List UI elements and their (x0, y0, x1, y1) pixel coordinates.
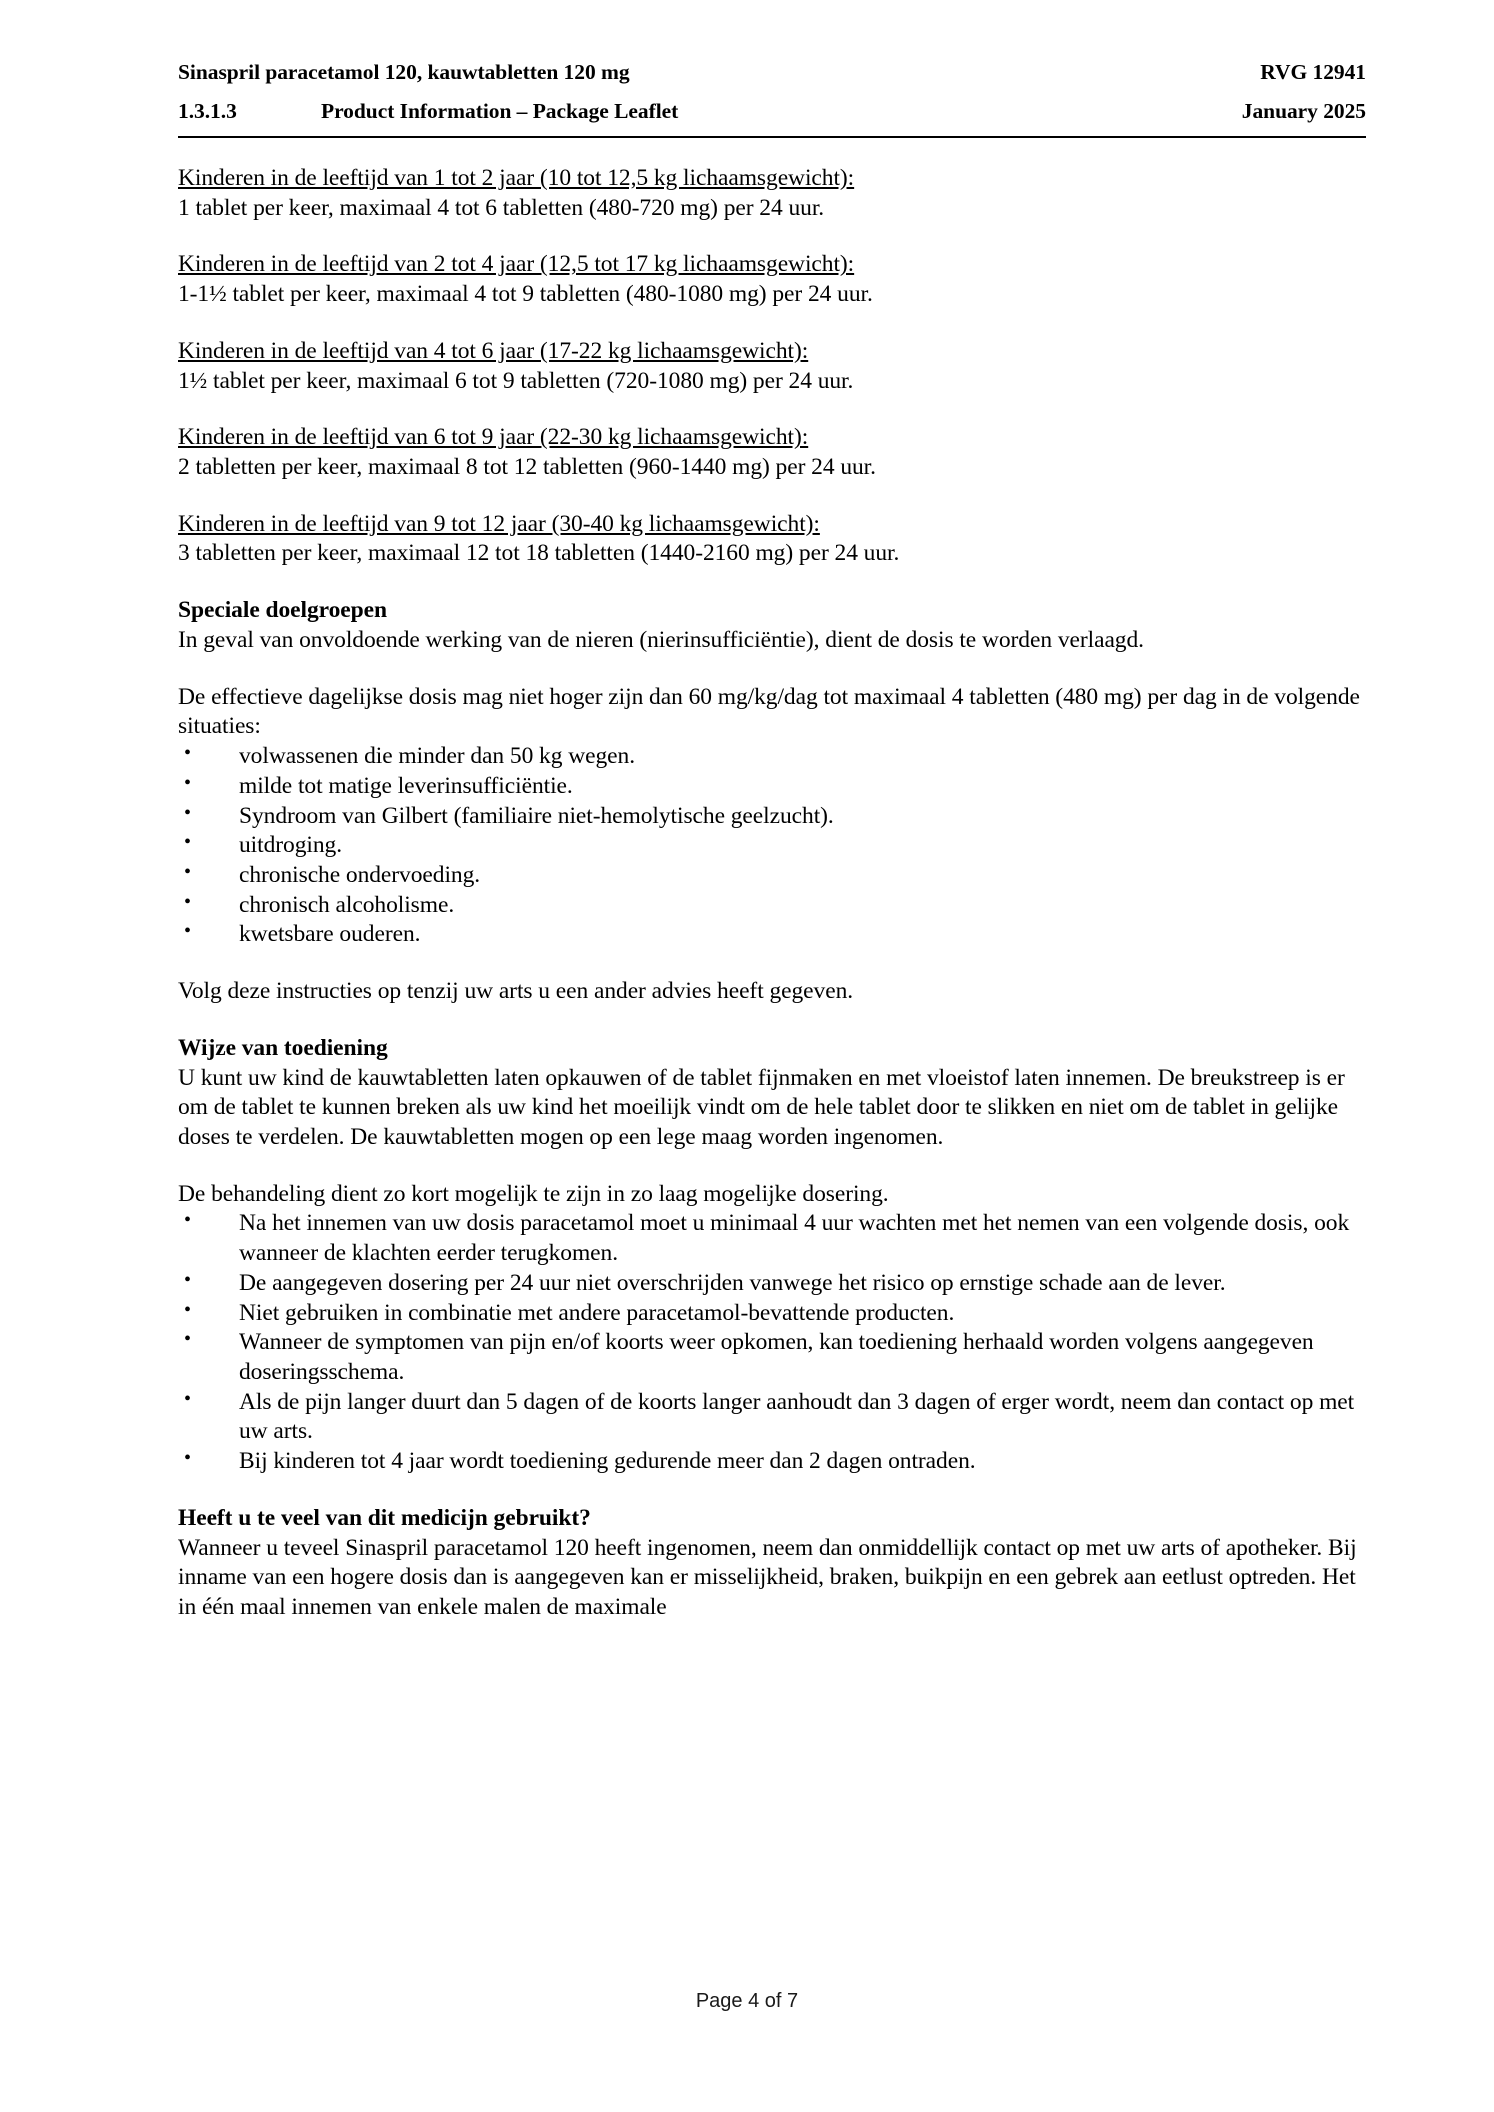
special-groups-paragraph: In geval van onvoldoende werking van de nieren (nierinsufficiëntie), dient de dosis te worden verlaagd. (178, 626, 1144, 653)
list-item: • Bij kinderen tot 4 jaar wordt toediening gedurende meer dan 2 dagen ontraden. (178, 1447, 1366, 1477)
spacer (178, 483, 1366, 510)
special-groups-intro: De effectieve dagelijkse dosis mag niet hoger zijn dan 60 mg/kg/dag tot maximaal 4 tabletten (480 mg) per dag in de volgende situaties: (178, 683, 1360, 740)
registration-number: RVG 12941 (1260, 60, 1366, 84)
section-code: 1.3.1.3 (178, 98, 237, 123)
list-item: • Na het innemen van uw dosis paracetamol moet u minimaal 4 uur wachten met het nemen van een volgende dosis, ook wanneer de klachten eerder terugkomen. (178, 1209, 1366, 1268)
special-groups-closing: Volg deze instructies op tenzij uw arts u een ander advies heeft gegeven. (178, 978, 854, 1005)
spacer (178, 569, 1366, 596)
spacer (178, 1007, 1366, 1034)
page-footer (0, 1990, 1494, 2013)
administration-list (178, 1209, 1366, 1476)
dosing-group (178, 250, 1366, 309)
spacer (178, 223, 1366, 250)
administration-section (178, 1034, 1366, 1153)
page-number-label: Page 4 of 7 (695, 1990, 799, 2012)
dosing-group-heading: Kinderen in de leeftijd van 2 tot 4 jaar (12,5 tot 17 kg lichaamsgewicht): (178, 251, 855, 278)
product-title: Sinaspril paracetamol 120, kauwtabletten 120 mg (178, 60, 630, 84)
document-date: January 2025 (1241, 98, 1366, 123)
special-groups-list (178, 742, 1366, 950)
administration-paragraph: U kunt uw kind de kauwtabletten laten opkauwen of de tablet fijnmaken en met vloeistof laten innemen. De breukstreep is er om de tablet te kunnen breken als uw kind het moeilijk vindt om de hele tablet door te slikken en niet om de tablet in gelijke doses te verdelen. De kauwtabletten mogen op een lege maag worden ingenomen. (178, 1064, 1345, 1150)
administration-heading: Wijze van toediening (178, 1034, 388, 1061)
list-item: • milde tot matige leverinsufficiëntie. (178, 772, 1366, 802)
dosing-group (178, 423, 1366, 482)
spacer (178, 656, 1366, 683)
dosing-group (178, 510, 1366, 569)
header-row-section (178, 98, 1366, 123)
administration-intro: De behandeling dient zo kort mogelijk te zijn in zo laag mogelijke dosering. (178, 1180, 889, 1207)
dosing-group-heading: Kinderen in de leeftijd van 4 tot 6 jaar (17-22 kg lichaamsgewicht): (178, 337, 809, 364)
dosing-group (178, 337, 1366, 396)
header-row-product (178, 62, 1366, 84)
special-groups-heading: Speciale doelgroepen (178, 597, 387, 624)
list-item: • Niet gebruiken in combinatie met andere paracetamol-bevattende producten. (178, 1299, 1366, 1329)
special-groups-section (178, 596, 1366, 655)
overdose-heading: Heeft u te veel van dit medicijn gebruikt? (178, 1504, 591, 1531)
dosing-group-dose: 2 tabletten per keer, maximaal 8 tot 12 tabletten (960-1440 mg) per 24 uur. (178, 454, 876, 481)
special-groups-list-block (178, 683, 1366, 950)
dosing-group-heading: Kinderen in de leeftijd van 1 tot 2 jaar (10 tot 12,5 kg lichaamsgewicht): (178, 165, 855, 191)
administration-list-block (178, 1180, 1366, 1477)
dosing-group-dose: 3 tabletten per keer, maximaal 12 tot 18 tabletten (1440-2160 mg) per 24 uur. (178, 540, 900, 567)
dosing-group-heading: Kinderen in de leeftijd van 6 tot 9 jaar (22-30 kg lichaamsgewicht): (178, 424, 809, 451)
list-item: • Wanneer de symptomen van pijn en/of koorts weer opkomen, kan toediening herhaald worden volgens aangegeven doseringsschema. (178, 1328, 1366, 1387)
section-title: Product Information – Package Leaflet (321, 98, 679, 123)
dosing-group-dose: 1½ tablet per keer, maximaal 6 tot 9 tabletten (720-1080 mg) per 24 uur. (178, 367, 854, 394)
dosing-group-dose: 1 tablet per keer, maximaal 4 tot 6 tabletten (480-720 mg) per 24 uur. (178, 194, 825, 221)
dosing-group (178, 164, 1366, 223)
list-item: • De aangegeven dosering per 24 uur niet overschrijden vanwege het risico op ernstige schade aan de lever. (178, 1269, 1366, 1299)
spacer (178, 1477, 1366, 1504)
list-item: • Syndroom van Gilbert (familiaire niet-hemolytische geelzucht). (178, 802, 1366, 832)
list-item: • chronisch alcoholisme. (178, 891, 1366, 921)
overdose-paragraph: Wanneer u teveel Sinaspril paracetamol 120 heeft ingenomen, neem dan onmiddellijk contact op met uw arts of apotheker. Bij inname van een hogere dosis dan is aangegeven kan er misselijkheid, braken, buikpijn en een gebrek aan eetlust optreden. Het in één maal innemen van enkele malen de maximale (178, 1534, 1357, 1621)
spacer (178, 310, 1366, 337)
list-item: • chronische ondervoeding. (178, 861, 1366, 891)
list-item: • kwetsbare ouderen. (178, 920, 1366, 950)
dosing-group-heading: Kinderen in de leeftijd van 9 tot 12 jaar (30-40 kg lichaamsgewicht): (178, 510, 820, 537)
dosing-group-dose: 1-1½ tablet per keer, maximaal 4 tot 9 tabletten (480-1080 mg) per 24 uur. (178, 281, 873, 308)
header-divider (178, 136, 1366, 138)
document-body (178, 164, 1366, 1623)
list-item: • volwassenen die minder dan 50 kg wegen. (178, 742, 1366, 772)
list-item: • uitdroging. (178, 831, 1366, 861)
spacer (178, 1153, 1366, 1180)
document-header (178, 62, 1366, 138)
list-item: • Als de pijn langer duurt dan 5 dagen of de koorts langer aanhoudt dan 3 dagen of erger wordt, neem dan contact op met uw arts. (178, 1388, 1366, 1447)
header-product-title-wrap (178, 62, 630, 84)
spacer (178, 950, 1366, 977)
overdose-section (178, 1504, 1366, 1623)
spacer (178, 396, 1366, 423)
header-section-wrap (178, 98, 679, 123)
